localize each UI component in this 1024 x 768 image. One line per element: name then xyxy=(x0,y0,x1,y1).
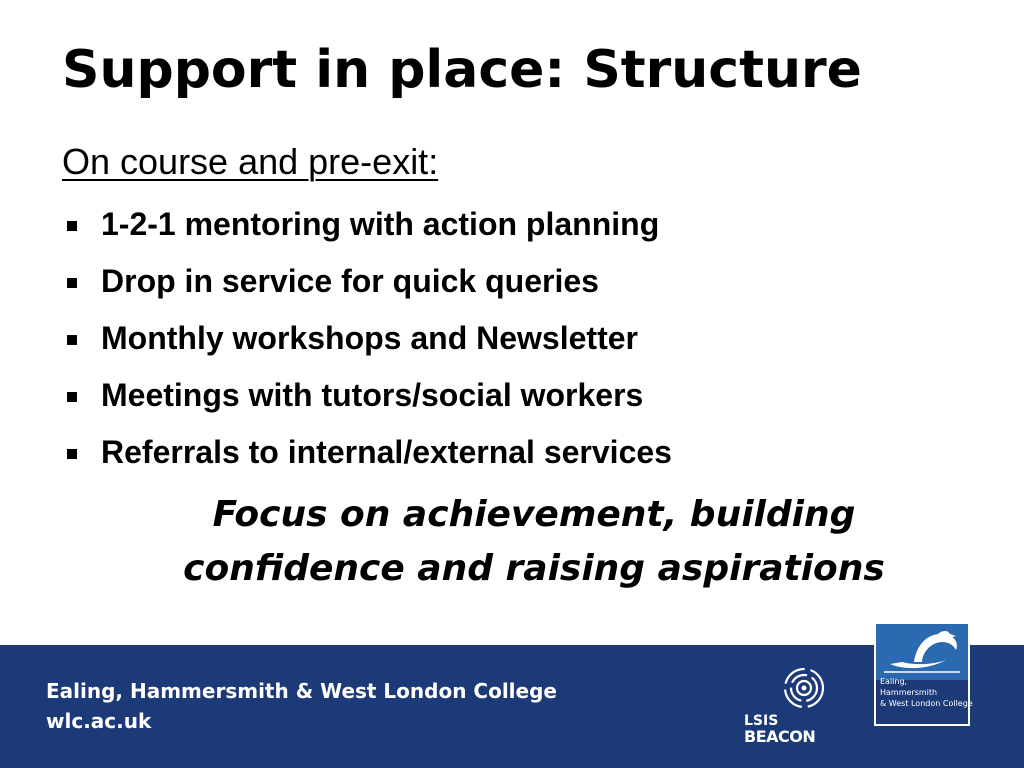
bullet-text: Drop in service for quick queries xyxy=(101,263,599,299)
square-bullet-icon xyxy=(67,449,77,459)
bullet-item xyxy=(62,310,672,367)
focus-line: Focus on achievement, building xyxy=(212,494,856,535)
footer-band xyxy=(0,645,1024,768)
square-bullet-icon xyxy=(67,278,77,288)
beacon-logo-line2: BEACON xyxy=(744,727,816,746)
square-bullet-icon xyxy=(67,221,77,231)
lsis-beacon-logo xyxy=(744,665,834,755)
beacon-logo-line1: LSIS xyxy=(744,713,779,729)
slide-title: Support in place: Structure xyxy=(62,40,862,100)
bullet-item xyxy=(62,367,672,424)
section-subheading: On course and pre-exit: xyxy=(62,141,439,182)
focus-line: confidence and raising aspirations xyxy=(183,548,885,589)
college-logo-line: & West London College xyxy=(880,699,973,708)
focus-statement xyxy=(100,488,968,596)
bullet-text: Meetings with tutors/social workers xyxy=(101,377,644,413)
bullet-text: 1-2-1 mentoring with action planning xyxy=(101,206,660,242)
square-bullet-icon xyxy=(67,335,77,345)
concentric-rings-icon xyxy=(782,665,828,711)
swan-icon xyxy=(876,624,968,680)
bullet-item xyxy=(62,424,672,481)
bullet-item xyxy=(62,253,672,310)
college-logo-text xyxy=(880,676,973,709)
bullet-item xyxy=(62,196,672,253)
bullet-list xyxy=(62,196,672,481)
bullet-text: Monthly workshops and Newsletter xyxy=(101,320,638,356)
college-name: Ealing, Hammersmith & West London College xyxy=(46,679,557,703)
website-url: wlc.ac.uk xyxy=(46,709,152,733)
college-logo-line: Ealing, xyxy=(880,677,908,686)
college-logo xyxy=(874,622,973,726)
bullet-text: Referrals to internal/external services xyxy=(101,434,672,470)
square-bullet-icon xyxy=(67,392,77,402)
college-logo-line: Hammersmith xyxy=(880,688,938,697)
